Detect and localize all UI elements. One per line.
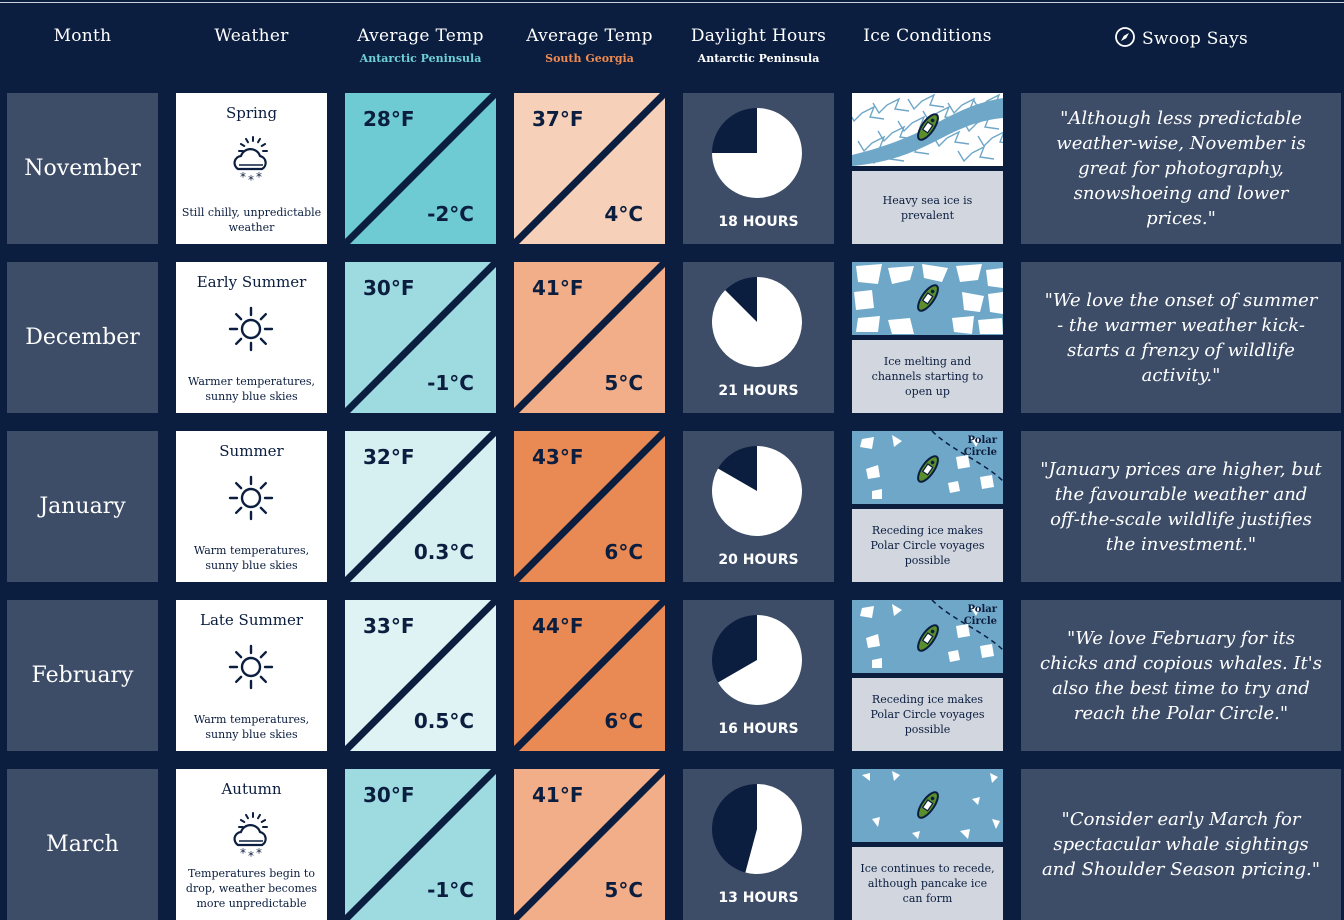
temp-peninsula-celsius: -2°C [427, 202, 474, 226]
ice-cell [852, 93, 1003, 244]
weather-description: Warm temperatures, sunny blue skies [193, 713, 310, 741]
temp-georgia-celsius: 6°C [604, 540, 643, 564]
temp-georgia-celsius: 5°C [604, 878, 643, 902]
daylight-hours-label: 16 HOURS [718, 721, 799, 737]
weather-description: Temperatures begin to drop, weather becomes more unpredictable [185, 867, 318, 910]
daylight-pie [711, 614, 803, 706]
month-label: January [39, 494, 126, 519]
weather-cell [176, 600, 327, 751]
temp-georgia-tile [514, 600, 665, 751]
header-swoop-title [1021, 26, 1341, 49]
svg-text:*: * [248, 849, 254, 861]
season-label: Summer [219, 442, 284, 460]
month-cell [7, 600, 158, 751]
temp-georgia-fahrenheit: 44°F [532, 614, 584, 638]
daylight-pie [711, 107, 803, 199]
daylight-hours-label: 13 HOURS [718, 890, 799, 906]
header-daylight-label: Daylight Hours [690, 26, 827, 46]
month-row [0, 93, 1344, 244]
daylight-pie [711, 783, 803, 875]
temp-georgia-fahrenheit: 37°F [532, 107, 584, 131]
temp-georgia-celsius: 5°C [604, 371, 643, 395]
header-temp-georgia-label: Average Temp [526, 26, 653, 46]
polar-circle-label-line2: Circle [963, 616, 997, 627]
swoop-quote-cell [1021, 769, 1341, 920]
header-swoop-label: Swoop Says [1141, 29, 1249, 49]
header-daylight [673, 26, 844, 65]
header-temp-georgia-sub: South Georgia [545, 52, 634, 65]
header-daylight-sub: Antarctic Peninsula [697, 52, 820, 65]
ice-illustration [852, 93, 1003, 166]
sun-icon [226, 473, 276, 523]
header-weather-label: Weather [214, 26, 289, 46]
ice-cell [852, 769, 1003, 920]
temp-peninsula-fahrenheit: 30°F [363, 783, 415, 807]
polar-circle-label-line1: Polar [967, 604, 997, 615]
daylight-hours-label: 20 HOURS [718, 552, 799, 568]
temp-georgia-tile [514, 262, 665, 413]
weather-description: Still chilly, unpredictable weather [181, 206, 322, 234]
weather-cell [176, 769, 327, 920]
weather-description: Warmer temperatures, sunny blue skies [187, 375, 315, 403]
ice-description: Ice melting and channels starting to open up [852, 340, 1003, 413]
month-row [0, 431, 1344, 582]
ice-description: Ice continues to recede, although pancake ice can form [852, 847, 1003, 920]
header-temp-peninsula-sub: Antarctic Peninsula [359, 52, 482, 65]
ice-illustration [852, 600, 1003, 673]
season-label: Autumn [221, 780, 282, 798]
ice-cell [852, 600, 1003, 751]
month-label: December [25, 325, 140, 350]
month-cell [7, 262, 158, 413]
swoop-quote-cell [1021, 262, 1341, 413]
swoop-quote: "We love the onset of summer - the warmer weather kick-starts a frenzy of wildlife activity." [1044, 289, 1318, 386]
weather-cell [176, 93, 327, 244]
swoop-quote: "We love February for its chicks and copious whales. It's also the best time to try and reach the Polar Circle." [1040, 627, 1322, 724]
weather-cell [176, 262, 327, 413]
weather-description: Warm temperatures, sunny blue skies [193, 544, 310, 572]
weather-cell [176, 431, 327, 582]
ice-description: Receding ice makes Polar Circle voyages possible [852, 509, 1003, 582]
temp-peninsula-fahrenheit: 32°F [363, 445, 415, 469]
month-cell [7, 431, 158, 582]
temp-georgia-celsius: 6°C [604, 709, 643, 733]
swoop-quote-cell [1021, 93, 1341, 244]
temp-georgia-fahrenheit: 41°F [532, 276, 584, 300]
polar-circle-label-line2: Circle [963, 447, 997, 458]
swoop-quote: "January prices are higher, but the favourable weather and off-the-scale wildlife justifies the investment." [1040, 458, 1322, 555]
polar-circle-label-line1: Polar [967, 435, 997, 446]
temp-peninsula-fahrenheit: 30°F [363, 276, 415, 300]
swoop-quote: "Consider early March for spectacular whale sightings and Shoulder Season pricing." [1041, 809, 1321, 880]
temp-peninsula-tile [345, 769, 496, 920]
season-label: Early Summer [196, 273, 307, 291]
daylight-cell [683, 93, 834, 244]
svg-text:*: * [256, 170, 262, 184]
header-ice [842, 26, 1013, 46]
month-label: March [46, 832, 119, 857]
swoop-quote-cell [1021, 600, 1341, 751]
month-row [0, 600, 1344, 751]
header-weather [176, 26, 327, 46]
swoop-quote-cell [1021, 431, 1341, 582]
daylight-cell [683, 769, 834, 920]
ice-description: Heavy sea ice is prevalent [852, 171, 1003, 244]
temp-peninsula-celsius: -1°C [427, 878, 474, 902]
month-row [0, 262, 1344, 413]
ice-cell [852, 262, 1003, 413]
svg-text:*: * [248, 173, 254, 185]
temp-peninsula-fahrenheit: 28°F [363, 107, 415, 131]
temp-peninsula-celsius: 0.5°C [413, 709, 474, 733]
header-month-label: Month [53, 26, 112, 46]
ice-illustration [852, 431, 1003, 504]
temp-peninsula-celsius: -1°C [427, 371, 474, 395]
season-label: Spring [225, 104, 278, 122]
season-label: Late Summer [199, 611, 303, 629]
header-temp-georgia [504, 26, 675, 65]
svg-text:*: * [240, 846, 246, 860]
ice-illustration [852, 262, 1003, 335]
top-divider [0, 0, 1344, 3]
ice-cell [852, 431, 1003, 582]
temp-peninsula-tile [345, 600, 496, 751]
temp-peninsula-celsius: 0.3°C [413, 540, 474, 564]
temp-georgia-fahrenheit: 41°F [532, 783, 584, 807]
temp-peninsula-fahrenheit: 33°F [363, 614, 415, 638]
month-row [0, 769, 1344, 920]
svg-text:*: * [240, 170, 246, 184]
temp-georgia-tile [514, 769, 665, 920]
temp-georgia-fahrenheit: 43°F [532, 445, 584, 469]
swoop-quote: "Although less predictable weather-wise, November is great for photography, snowshoeing and lower prices." [1056, 108, 1306, 229]
temp-peninsula-tile [345, 431, 496, 582]
temp-peninsula-tile [345, 262, 496, 413]
daylight-cell [683, 262, 834, 413]
cloud-sun-snow-icon [226, 135, 276, 185]
header-temp-peninsula [335, 26, 506, 65]
month-label: November [24, 156, 141, 181]
month-cell [7, 93, 158, 244]
daylight-hours-label: 18 HOURS [718, 214, 799, 230]
daylight-hours-label: 21 HOURS [718, 383, 799, 399]
svg-text:*: * [256, 846, 262, 860]
header-temp-peninsula-label: Average Temp [357, 26, 484, 46]
sun-icon [226, 642, 276, 692]
compass-icon [1114, 26, 1136, 48]
ice-description: Receding ice makes Polar Circle voyages possible [852, 678, 1003, 751]
header-swoop [1021, 26, 1341, 49]
temp-georgia-tile [514, 93, 665, 244]
daylight-pie [711, 445, 803, 537]
temp-georgia-tile [514, 431, 665, 582]
month-label: February [31, 663, 134, 688]
temp-peninsula-tile [345, 93, 496, 244]
month-cell [7, 769, 158, 920]
sun-icon [226, 304, 276, 354]
header-ice-label: Ice Conditions [863, 26, 992, 46]
daylight-cell [683, 431, 834, 582]
temp-georgia-celsius: 4°C [604, 202, 643, 226]
ice-illustration [852, 769, 1003, 842]
cloud-sun-snow-icon [226, 811, 276, 861]
daylight-cell [683, 600, 834, 751]
daylight-pie [711, 276, 803, 368]
header-month [7, 26, 158, 46]
